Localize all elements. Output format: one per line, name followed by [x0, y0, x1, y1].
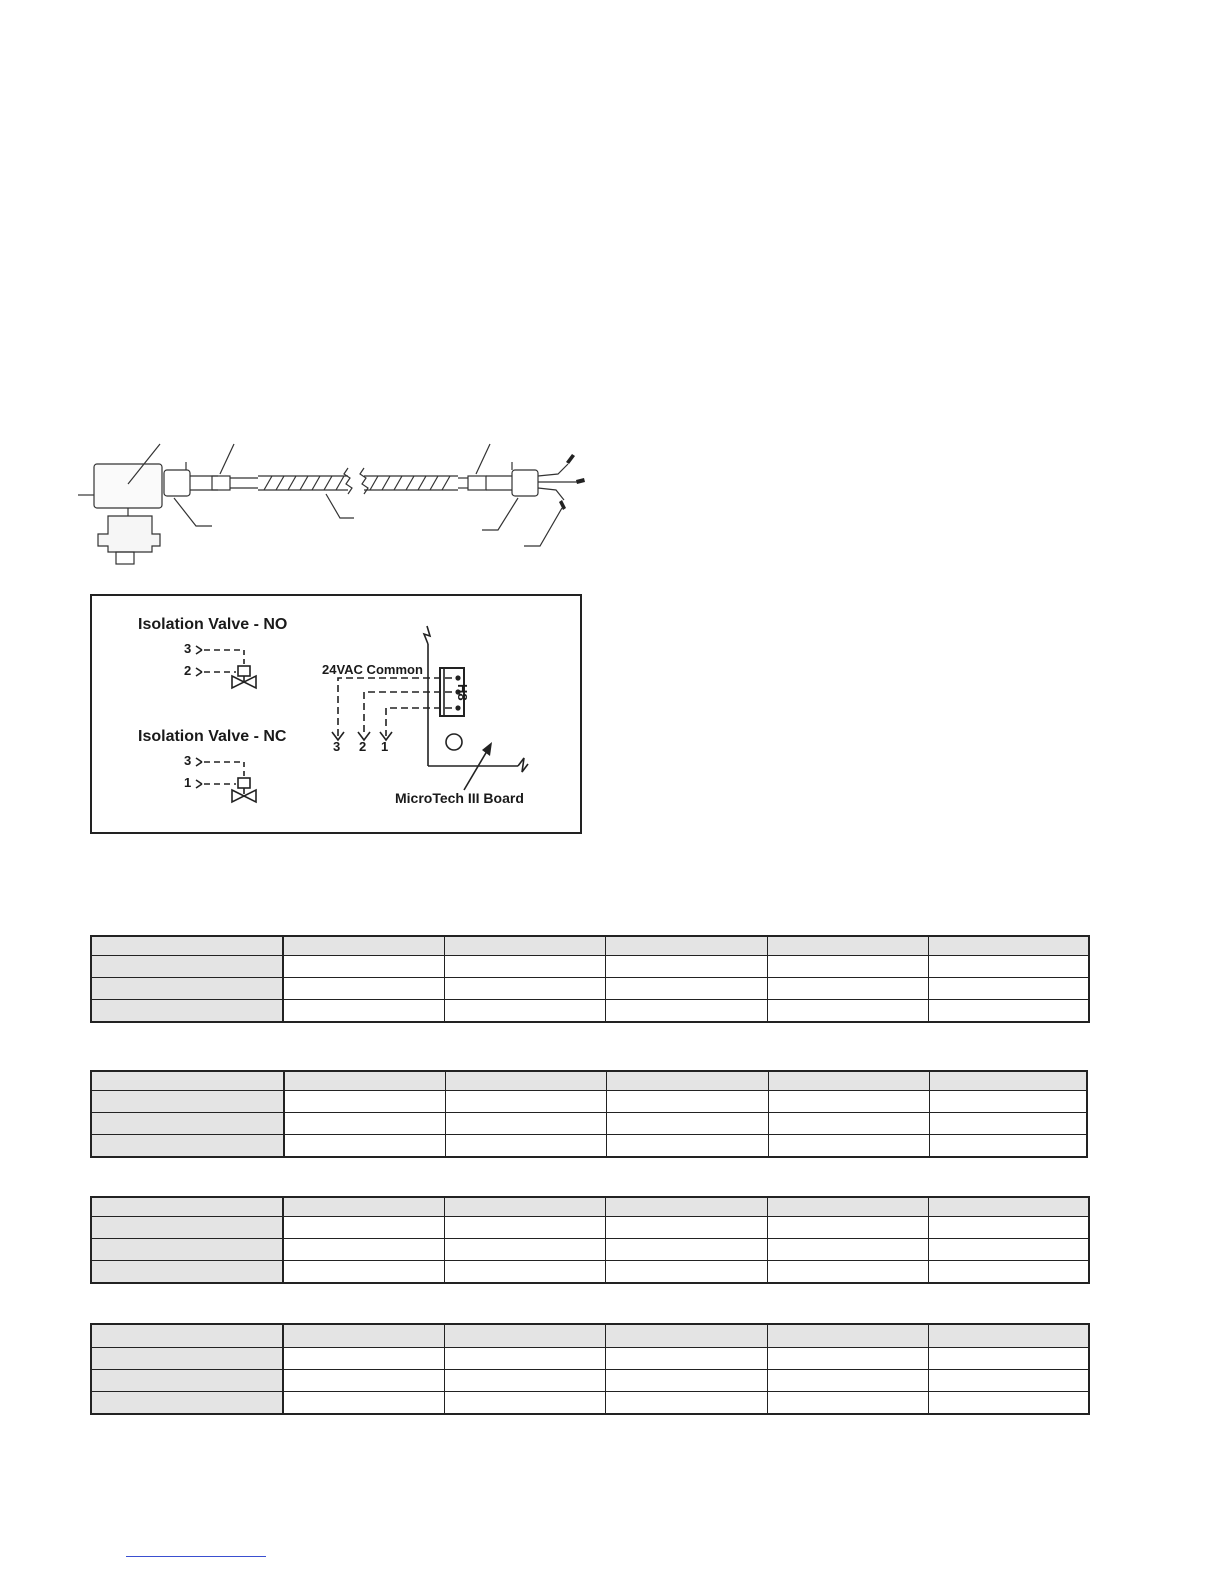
no-valve-title: Isolation Valve - NO — [138, 616, 288, 633]
common-label: 24VAC Common — [322, 662, 423, 677]
table-row — [91, 1261, 1089, 1284]
nc-valve-pin-1: 1 — [184, 775, 192, 790]
table-header-row — [91, 1197, 1089, 1217]
spec-table-2 — [90, 1070, 1088, 1158]
table-row — [91, 1239, 1089, 1261]
table-row — [91, 1113, 1087, 1135]
table-row — [91, 1370, 1089, 1392]
table-row — [91, 1091, 1087, 1113]
spec-table-3 — [90, 1196, 1090, 1284]
table-row — [91, 956, 1089, 978]
wire-number-2: 2 — [359, 739, 367, 754]
wire-number-3: 3 — [333, 739, 341, 754]
no-valve-pin-2: 2 — [184, 663, 192, 678]
isolation-valve-wiring-diagram — [90, 594, 582, 834]
valve-cable-assembly-drawing — [78, 436, 588, 574]
table-header-row — [91, 1071, 1087, 1091]
spec-table-4 — [90, 1323, 1090, 1415]
table-row — [91, 1000, 1089, 1023]
table-row — [91, 1217, 1089, 1239]
table-row — [91, 1392, 1089, 1415]
no-valve-pin-3: 3 — [184, 641, 192, 656]
board-label: MicroTech III Board — [395, 790, 524, 806]
table-header-row — [91, 1324, 1089, 1348]
table-row — [91, 1135, 1087, 1158]
table-row — [91, 1348, 1089, 1370]
spec-table-1 — [90, 935, 1090, 1023]
footer-link-underline[interactable] — [126, 1556, 266, 1557]
table-row — [91, 978, 1089, 1000]
wire-number-1: 1 — [381, 739, 389, 754]
nc-valve-pin-3: 3 — [184, 753, 192, 768]
nc-valve-title: Isolation Valve - NC — [138, 728, 287, 745]
terminal-h8-label: H8 — [455, 684, 470, 701]
table-header-row — [91, 936, 1089, 956]
